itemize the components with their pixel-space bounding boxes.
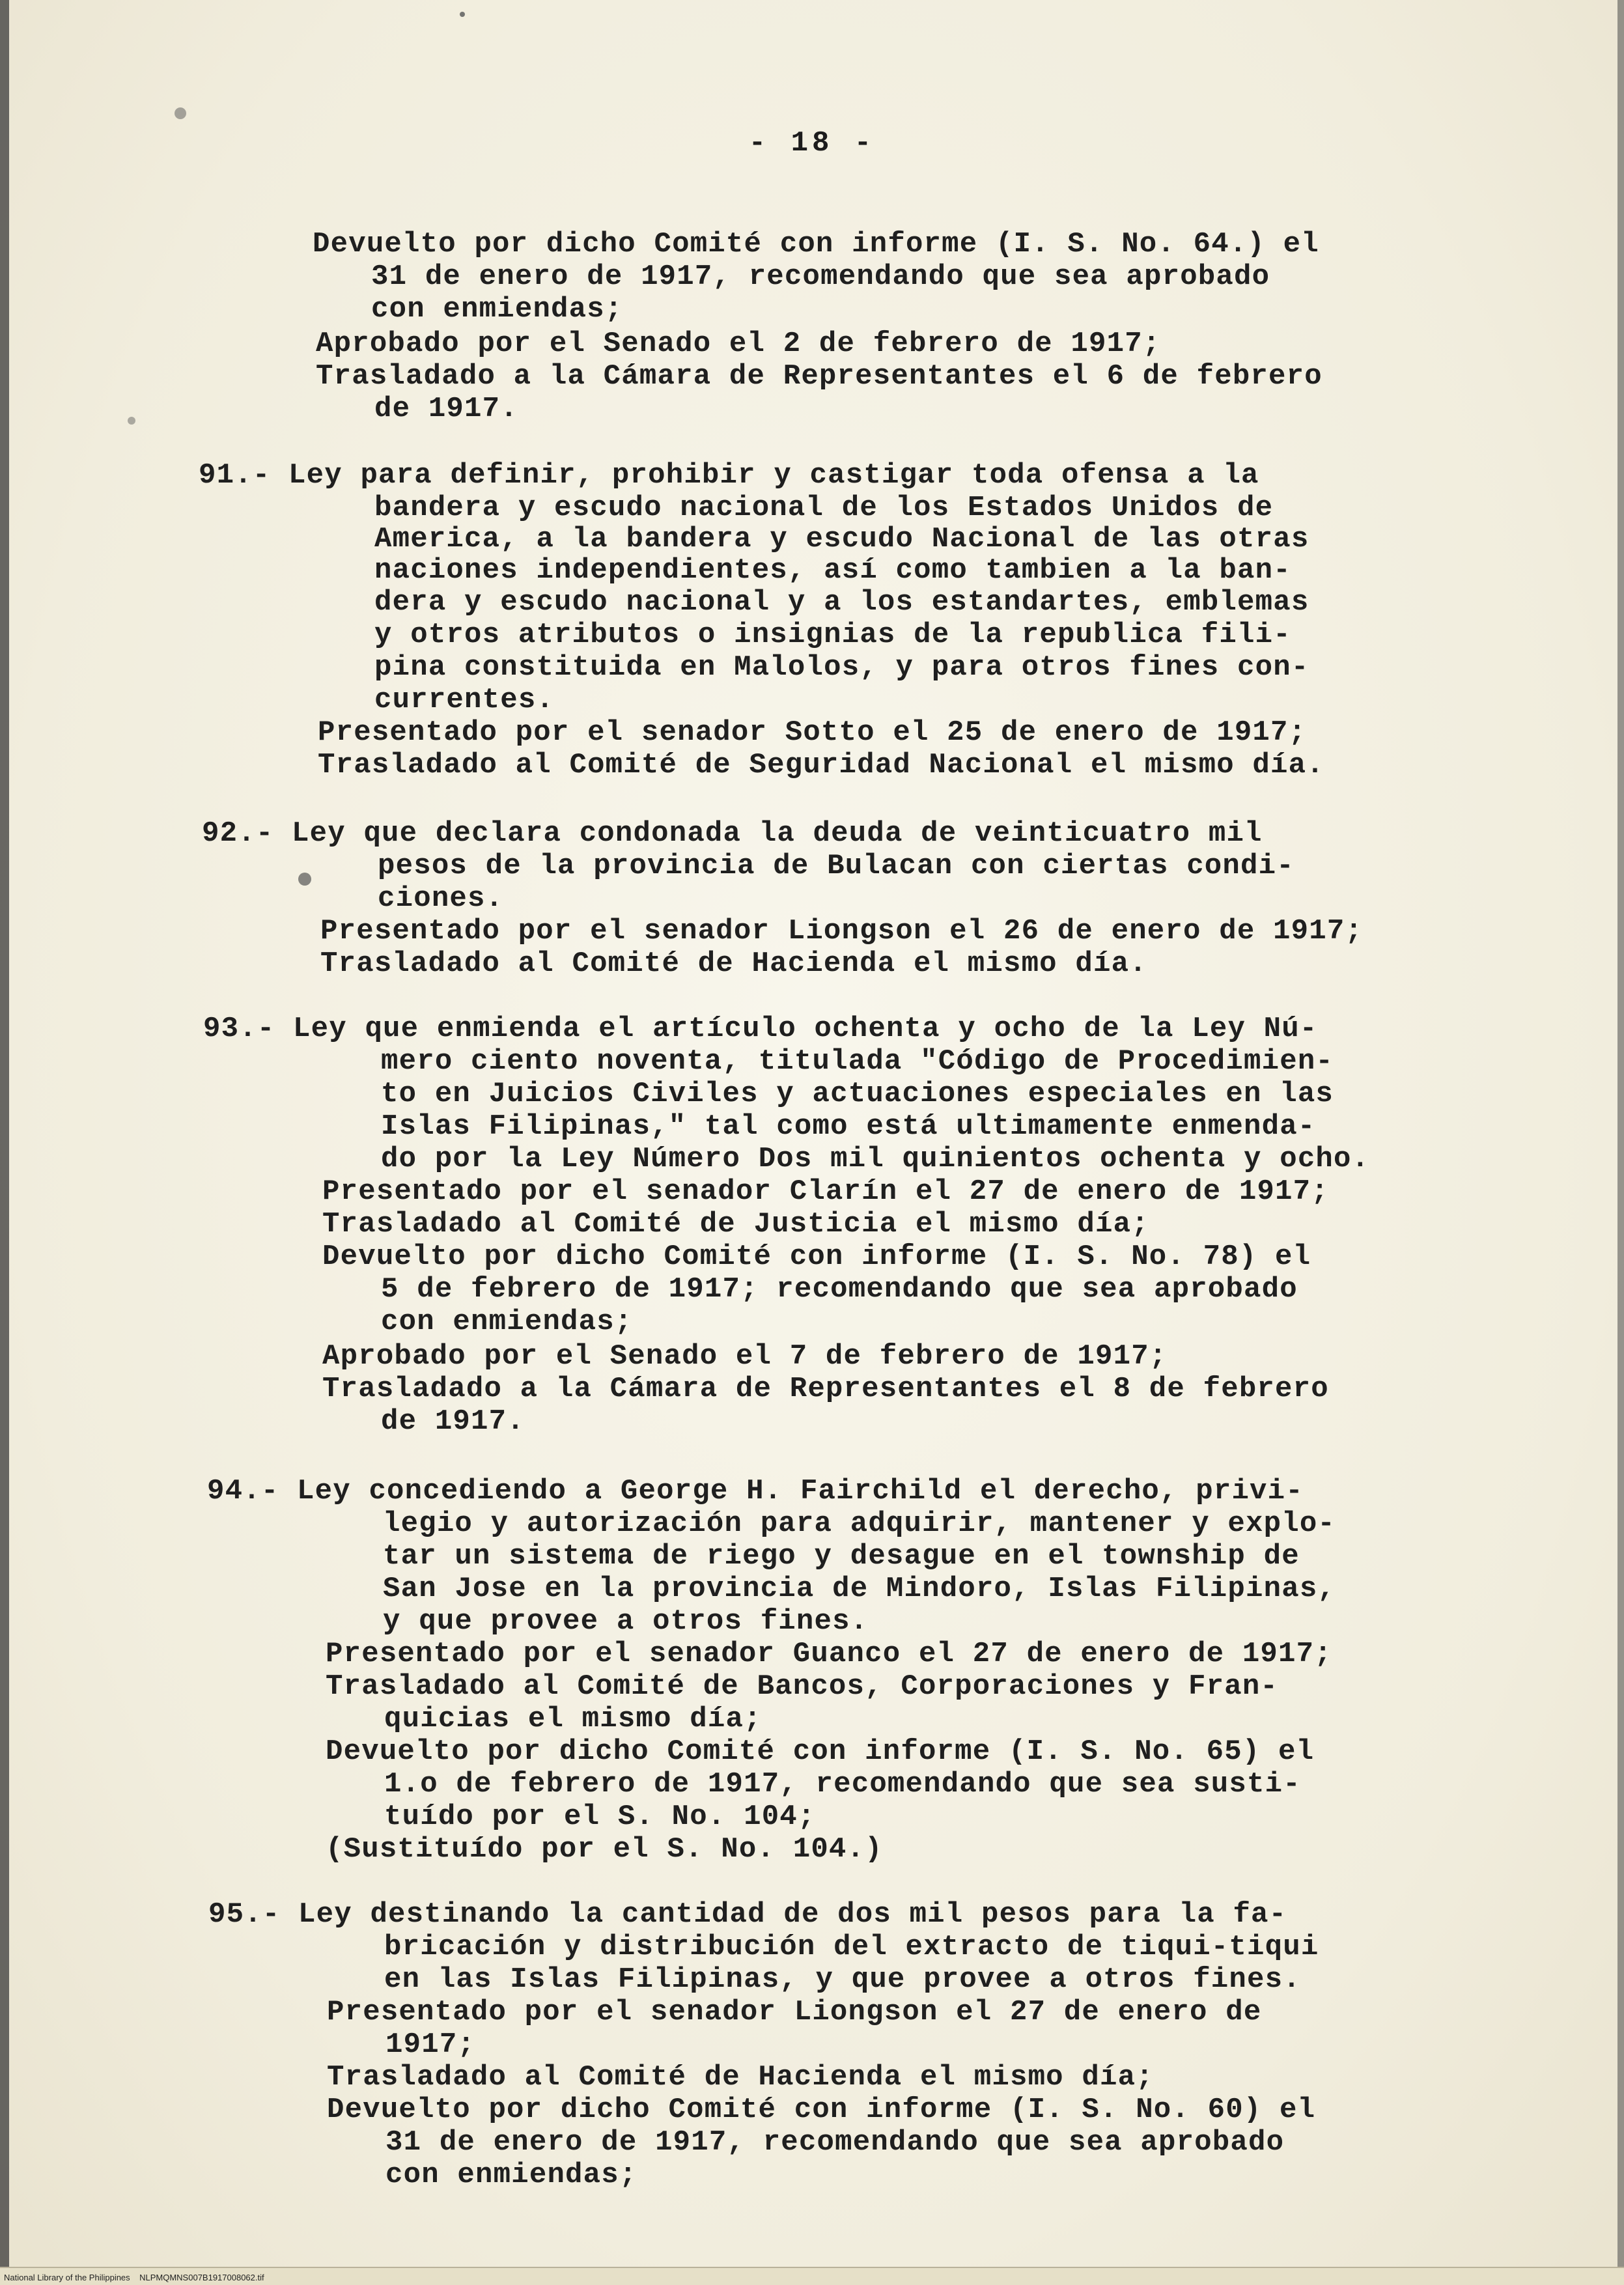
- text-line: 31 de enero de 1917, recomendando que sea aprobado: [385, 2126, 1285, 2159]
- text-line: 95.- Ley destinando la cantidad de dos mil pesos para la fa-: [208, 1898, 1287, 1931]
- text-line: dera y escudo nacional y a los estandartes, emblemas: [374, 586, 1309, 619]
- scan-speck: [175, 107, 186, 119]
- text-line: (Sustituído por el S. No. 104.): [326, 1833, 883, 1866]
- text-line: en las Islas Filipinas, y que provee a otros fines.: [384, 1963, 1301, 1996]
- text-line: 1.o de febrero de 1917, recomendando que sea susti-: [384, 1768, 1301, 1801]
- text-line: 93.- Ley que enmienda el artículo ochenta y ocho de la Ley Nú-: [203, 1013, 1318, 1045]
- text-line: Devuelto por dicho Comité con informe (I. S. No. 78) el: [322, 1241, 1311, 1273]
- text-line: Presentado por el senador Liongson el 27 de enero de: [327, 1996, 1262, 2028]
- text-line: con enmiendas;: [371, 293, 623, 326]
- archive-footer: National Library of the Philippines NLPMQMNS007B1917008062.tif: [4, 2273, 264, 2282]
- text-line: Devuelto por dicho Comité con informe (I. S. No. 60) el: [327, 2094, 1316, 2126]
- text-line: 31 de enero de 1917, recomendando que sea aprobado: [371, 260, 1270, 293]
- text-line: mero ciento noventa, titulada "Código de Procedimien-: [381, 1045, 1334, 1078]
- text-line: Trasladado al Comité de Hacienda el mismo día;: [327, 2061, 1154, 2094]
- text-line: Trasladado al Comité de Seguridad Nacional el mismo día.: [318, 749, 1324, 781]
- text-line: naciones independientes, así como tambien a la ban-: [374, 554, 1291, 587]
- page-number: - 18 -: [748, 127, 876, 160]
- text-line: Devuelto por dicho Comité con informe (I. S. No. 65) el: [326, 1735, 1315, 1768]
- text-line: currentes.: [374, 684, 555, 716]
- text-line: Trasladado a la Cámara de Representantes el 8 de febrero: [322, 1373, 1329, 1405]
- text-line: Islas Filipinas," tal como está ultimamente enmenda-: [381, 1110, 1316, 1143]
- text-line: Trasladado al Comité de Justicia el mismo día;: [322, 1208, 1149, 1241]
- scan-speck: [460, 12, 465, 17]
- text-line: Trasladado al Comité de Hacienda el mismo día.: [320, 947, 1147, 980]
- text-line: San Jose en la provincia de Mindoro, Islas Filipinas,: [383, 1573, 1336, 1605]
- text-line: con enmiendas;: [385, 2159, 637, 2191]
- text-line: Aprobado por el Senado el 2 de febrero de 1917;: [316, 328, 1161, 360]
- text-line: 5 de febrero de 1917; recomendando que sea aprobado: [381, 1273, 1298, 1306]
- text-line: Trasladado a la Cámara de Representantes el 6 de febrero: [316, 360, 1323, 393]
- text-line: to en Juicios Civiles y actuaciones especiales en las: [381, 1078, 1334, 1110]
- text-line: Aprobado por el Senado el 7 de febrero de 1917;: [322, 1340, 1168, 1373]
- text-line: ciones.: [378, 882, 504, 915]
- text-line: quicias el mismo día;: [384, 1703, 762, 1735]
- text-line: America, a la bandera y escudo Nacional de las otras: [374, 523, 1309, 555]
- text-line: Presentado por el senador Liongson el 26 de enero de 1917;: [320, 915, 1364, 947]
- text-line: Presentado por el senador Guanco el 27 de enero de 1917;: [326, 1638, 1332, 1670]
- text-line: con enmiendas;: [381, 1306, 633, 1338]
- text-line: bricación y distribución del extracto de tiqui-tiqui: [384, 1931, 1319, 1963]
- text-line: de 1917.: [381, 1405, 525, 1438]
- text-line: y otros atributos o insignias de la republica fili-: [374, 619, 1291, 651]
- scan-speck: [128, 417, 135, 425]
- text-line: pesos de la provincia de Bulacan con ciertas condi-: [378, 850, 1295, 882]
- text-line: legio y autorización para adquirir, mantener y explo-: [383, 1507, 1336, 1540]
- text-line: Devuelto por dicho Comité con informe (I. S. No. 64.) el: [313, 228, 1319, 260]
- scan-edge-left: [0, 0, 9, 2285]
- text-line: tar un sistema de riego y desague en el township de: [383, 1540, 1300, 1573]
- text-line: Presentado por el senador Sotto el 25 de enero de 1917;: [318, 716, 1307, 749]
- text-line: Trasladado al Comité de Bancos, Corporaciones y Fran-: [326, 1670, 1279, 1703]
- text-line: do por la Ley Número Dos mil quinientos ochenta y ocho.: [381, 1143, 1370, 1175]
- text-line: 91.- Ley para definir, prohibir y castigar toda ofensa a la: [199, 459, 1259, 492]
- text-line: y que provee a otros fines.: [383, 1605, 869, 1638]
- text-line: 94.- Ley concediendo a George H. Fairchild el derecho, privi-: [207, 1475, 1304, 1507]
- text-line: pina constituida en Malolos, y para otros fines con-: [374, 651, 1309, 684]
- scan-edge-right: [1617, 0, 1624, 2285]
- scan-speck: [298, 873, 311, 886]
- text-line: Presentado por el senador Clarín el 27 de enero de 1917;: [322, 1175, 1329, 1208]
- text-line: tuído por el S. No. 104;: [384, 1801, 816, 1833]
- text-line: de 1917.: [374, 393, 518, 425]
- text-line: 92.- Ley que declara condonada la deuda de veinticuatro mil: [202, 817, 1263, 850]
- text-line: 1917;: [385, 2028, 476, 2061]
- text-line: bandera y escudo nacional de los Estados Unidos de: [374, 492, 1274, 524]
